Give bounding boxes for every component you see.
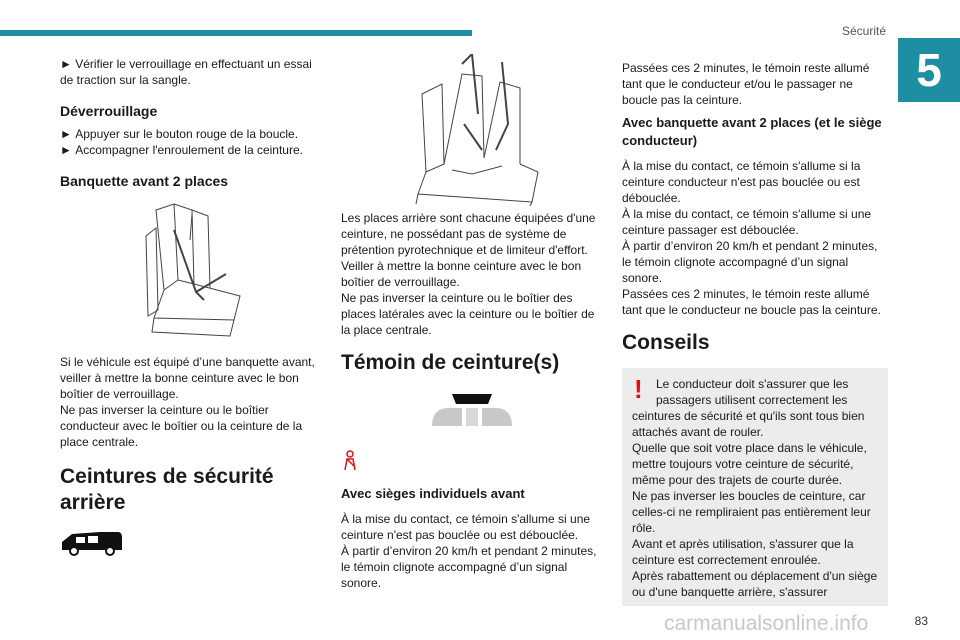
column-3 — [622, 60, 888, 606]
bench-driver-text: À la mise du contact, ce témoin s'allume si la ceinture conducteur n'est pas bouclée ou est débouclée. À la mise du contact, ce témoin s'allume si une ceinture passager est débouclée. À partir d’environ 20 km/h et pendant 2 minutes, le témoin clignote accompagné d’un signal sonore. Passées ces 2 minutes, le témoin reste allumé tant que le conducteur ne boucle pas la ceinture. — [622, 159, 881, 317]
rear-seat-image — [392, 54, 552, 206]
rear-belts-text: Les places arrière sont chacune équipées d'une ceinture, ne possédant pas de système de prétention pyrotechnique et de limiteur d'effort. Veiller à mettre la bonne ceinture avec le bon boîtier de verrouillage. Ne pas inverser la ceinture ou le boîtier des places latérales avec la ceinture ou le boîtier de la place centrale. — [341, 211, 596, 337]
individual-seats-text: À la mise du contact, ce témoin s'allume si une ceinture n'est pas bouclée ou est débouclée. À partir d’environ 20 km/h et pendant 2 minutes, le témoin clignote accompagné d’un signal sonore. — [341, 512, 597, 590]
belt-indicator-heading: Témoin de ceinture(s) — [341, 351, 560, 374]
page-number: 83 — [914, 614, 928, 628]
column-2 — [341, 54, 603, 591]
watermark: carmanualsonline.info — [664, 612, 869, 635]
bench-seat-image — [134, 200, 254, 346]
unlock-step-2: ► Accompagner l'enroulement de la ceinture. — [60, 142, 328, 158]
warning-lamp-icon — [341, 390, 603, 430]
rear-seats-illustration — [341, 54, 603, 206]
advice-heading: Conseils — [622, 331, 710, 354]
section-title: Sécurité — [841, 24, 886, 38]
front-bench-heading: Banquette avant 2 places — [60, 173, 229, 189]
unlock-heading: Déverrouillage — [60, 103, 158, 119]
warning-box — [622, 368, 888, 606]
chapter-number: 5 — [898, 38, 960, 102]
individual-seats-heading: Avec sièges individuels avant — [341, 486, 525, 501]
van-silhouette-icon — [60, 528, 328, 563]
unlock-step-1: ► Appuyer sur le bouton rouge de la boucle. — [60, 126, 328, 142]
verify-lock-text: ► Vérifier le verrouillage en effectuant un essai de traction sur la sangle. — [60, 56, 328, 88]
front-bench-text: Si le véhicule est équipé d’une banquette avant, veiller à mettre la bonne ceinture avec le bon boîtier de verrouillage. Ne pas inverser la ceinture ou le boîtier conducteur avec le boîtier ou la ceinture de la place centrale. — [60, 355, 315, 449]
front-bench-illustration — [60, 200, 328, 346]
warning-first-line: Le conducteur doit s'assurer que les passagers utilisent correctement les — [656, 377, 849, 407]
rear-belts-heading: Ceintures de sécurité arrière — [60, 465, 274, 514]
column-1 — [60, 56, 328, 563]
header-accent-bar — [0, 30, 472, 36]
after-two-minutes-text: Passées ces 2 minutes, le témoin reste allumé tant que le conducteur et/ou le passager ne boucle pas la ceinture. — [622, 61, 870, 107]
exclamation-icon: ! — [634, 374, 643, 404]
bench-driver-heading: Avec banquette avant 2 places (et le siège conducteur) — [622, 115, 882, 148]
warning-text: ceintures de sécurité et qu'ils sont tous bien attachés avant de rouler. Quelle que soit votre place dans le véhicule, mettre toujours votre ceinture de sécurité, même pour des trajets de courte durée. Ne pas inverser les boucles de ceinture, car celles-ci ne rempliraient pas entièrement leur rôle. Avant et après utilisation, s'assurer que la ceinture est correctement enroulée. Après rabattement ou déplacement d'un siège ou d'une banquette arrière, s'assurer — [632, 409, 878, 599]
seatbelt-warning-icon — [341, 450, 603, 477]
